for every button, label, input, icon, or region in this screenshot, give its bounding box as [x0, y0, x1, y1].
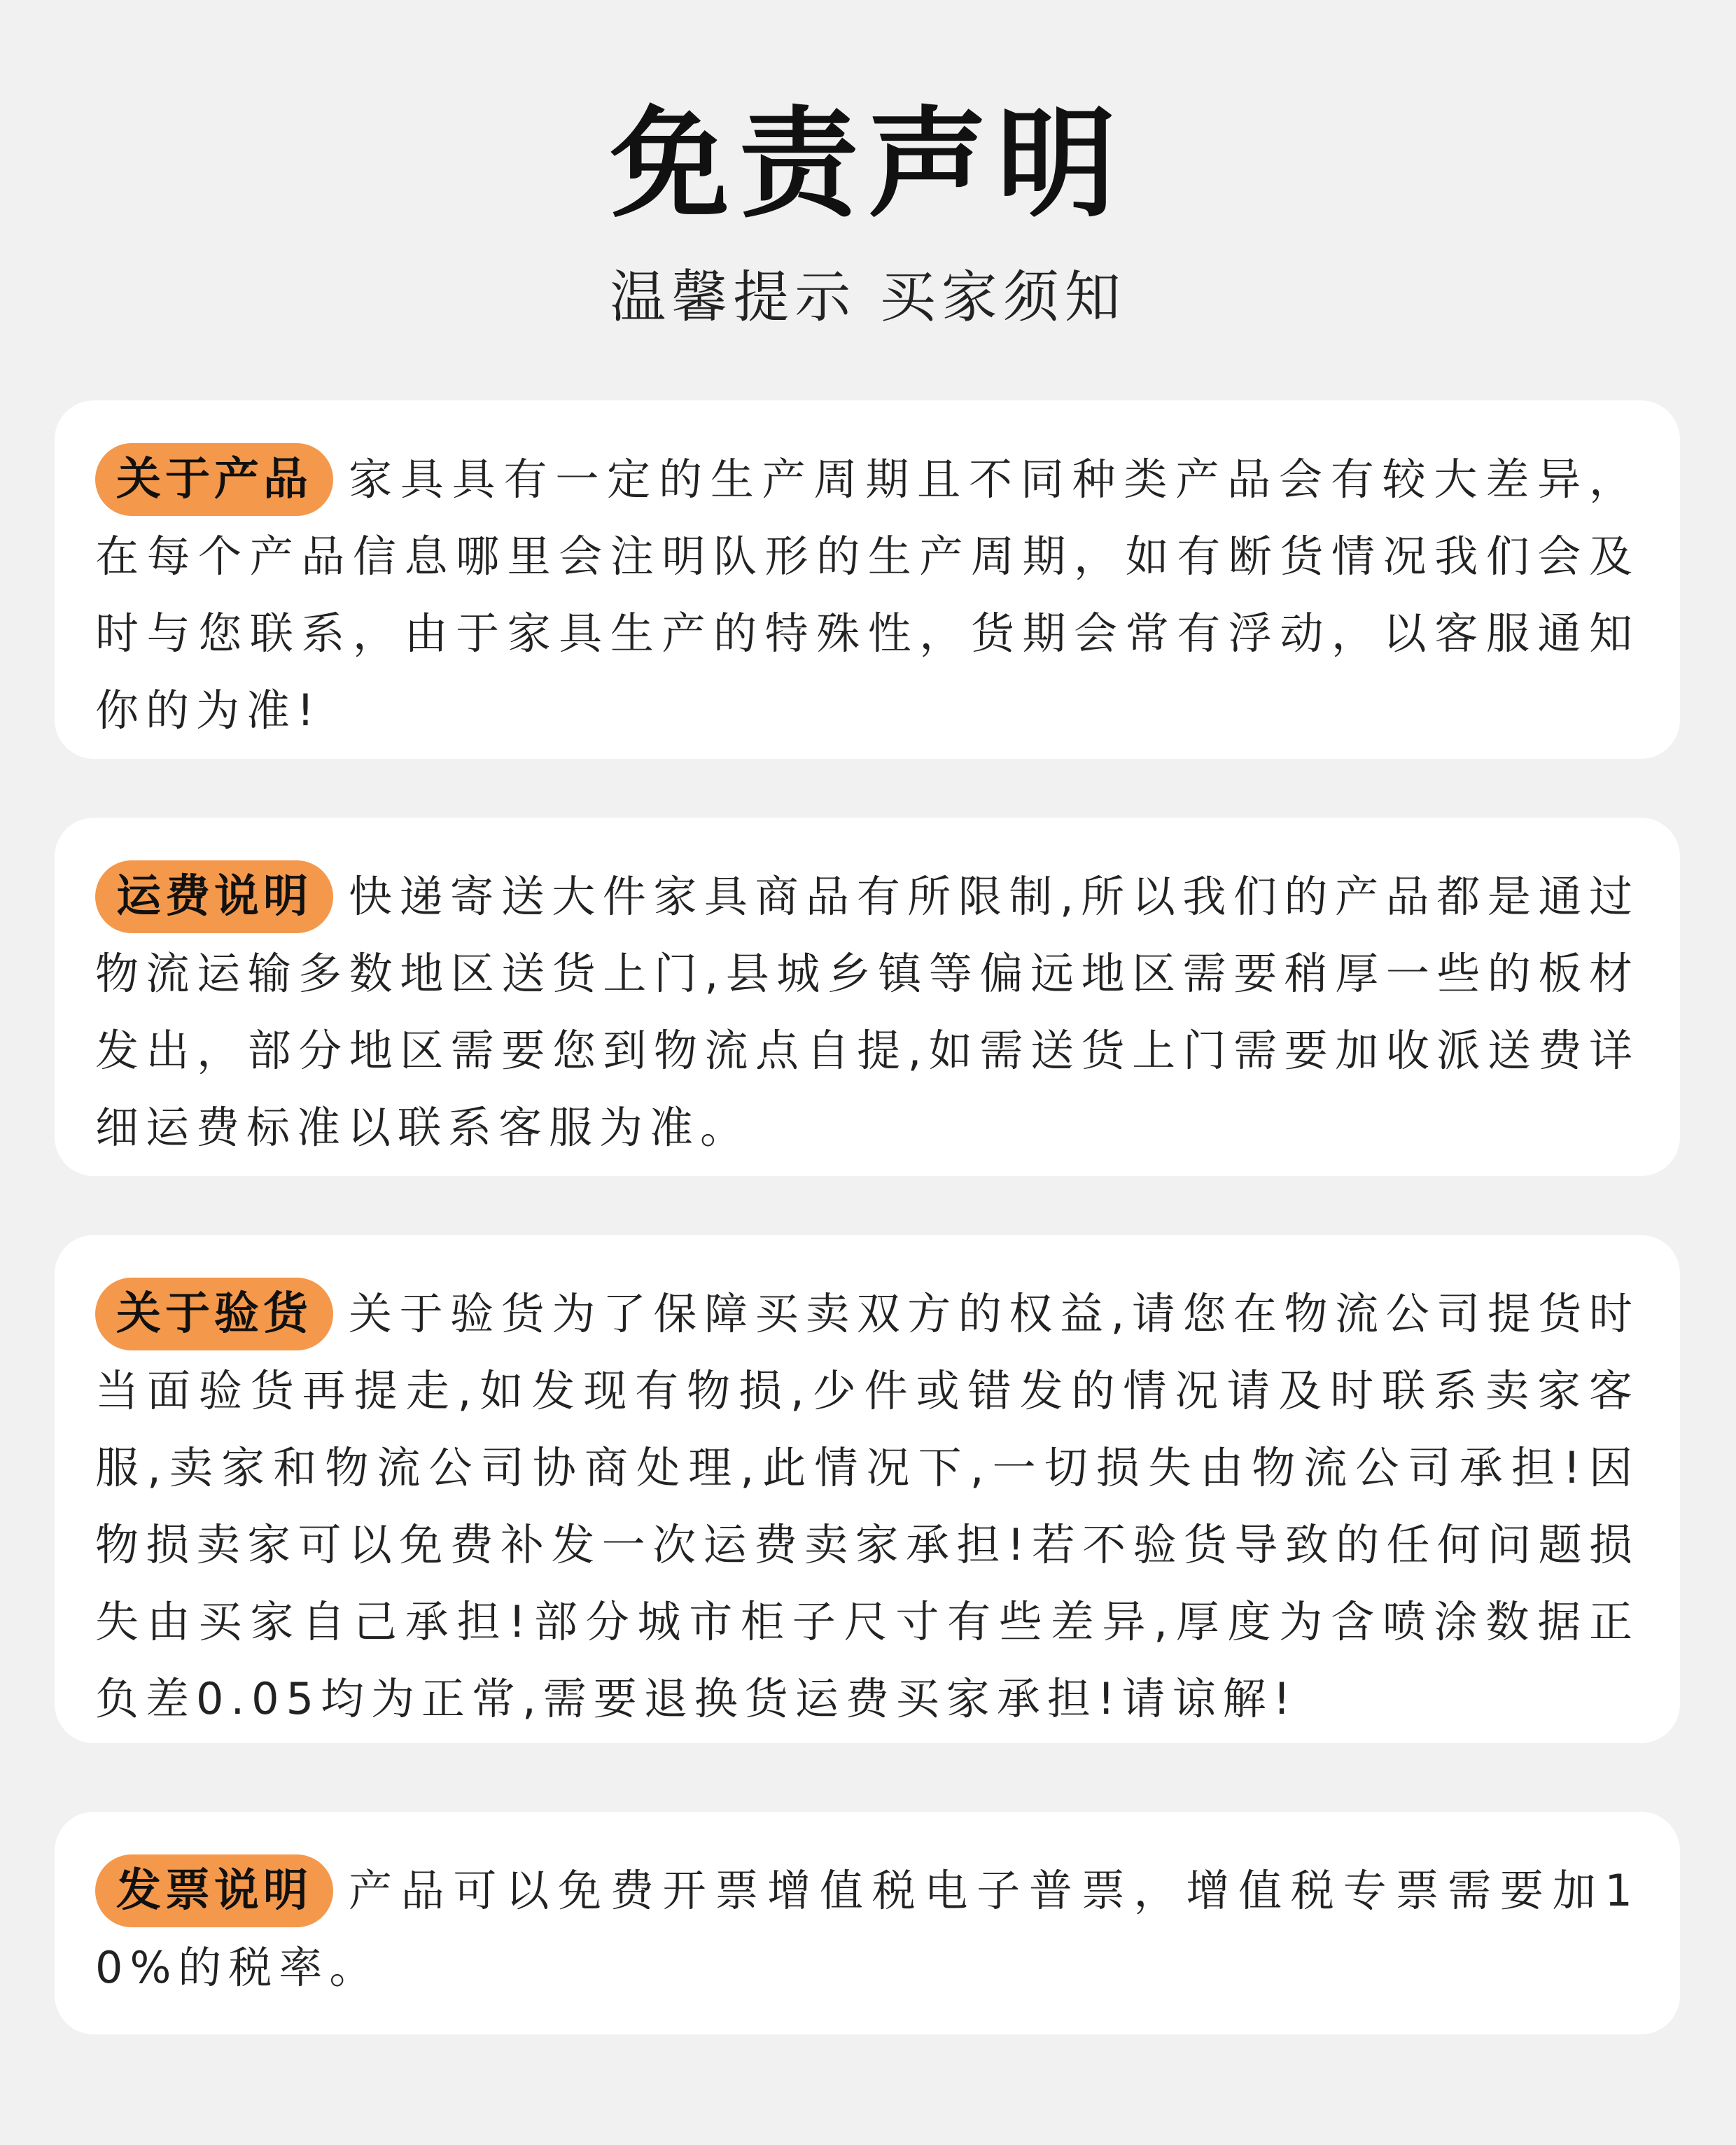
section-card-product [55, 400, 1680, 759]
section-badge-product: 关于产品 [95, 443, 333, 516]
section-text-shipping: 快递寄送大件家具商品有所限制,所以我们的产品都是通过物流运输多数地区送货上门,县城乡镇等偏远地区需要稍厚一些的板材发出，部分地区需要您到物流点自提,如需送货上门需要加收派送费详细运费标准以联系客服为准。 [95, 871, 1639, 1153]
page-title: 免责声明 [610, 95, 1126, 234]
section-text-product: 家具具有一定的生产周期且不同种类产品会有较大差异，在每个产品信息哪里会注明队形的生产周期，如有断货情况我们会及时与您联系，由于家具生产的特殊性，货期会常有浮动，以客服通知你的为准! [95, 454, 1639, 736]
page-subtitle: 温馨提示 买家须知 [610, 265, 1126, 330]
section-card-inspection [55, 1235, 1680, 1743]
section-badge-inspection: 关于验货 [95, 1278, 333, 1350]
section-badge-invoice: 发票说明 [95, 1854, 333, 1927]
section-body [95, 858, 1639, 1166]
section-text-inspection: 关于验货为了保障买卖双方的权益,请您在物流公司提货时当面验货再提走,如发现有物损,少件或错发的情况请及时联系卖家客服,卖家和物流公司协商处理,此情况下,一切损失由物流公司承担!因物损卖家可以免费补发一次运费卖家承担!若不验货导致的任何问题损失由买家自己承担!部分城市柜子尺寸有些差异,厚度为含喷涂数据正负差0.05均为正常,需要退换货运费买家承担!请谅解! [95, 1288, 1639, 1724]
section-body [95, 1276, 1639, 1738]
section-body [95, 1852, 1639, 2006]
section-card-invoice [55, 1812, 1680, 2034]
section-badge-shipping: 运费说明 [95, 860, 333, 933]
section-card-shipping [55, 818, 1680, 1176]
section-body [95, 441, 1639, 749]
section-text-invoice: 产品可以免费开票增值税电子普票，增值税专票需要加10%的税率。 [95, 1865, 1639, 1993]
